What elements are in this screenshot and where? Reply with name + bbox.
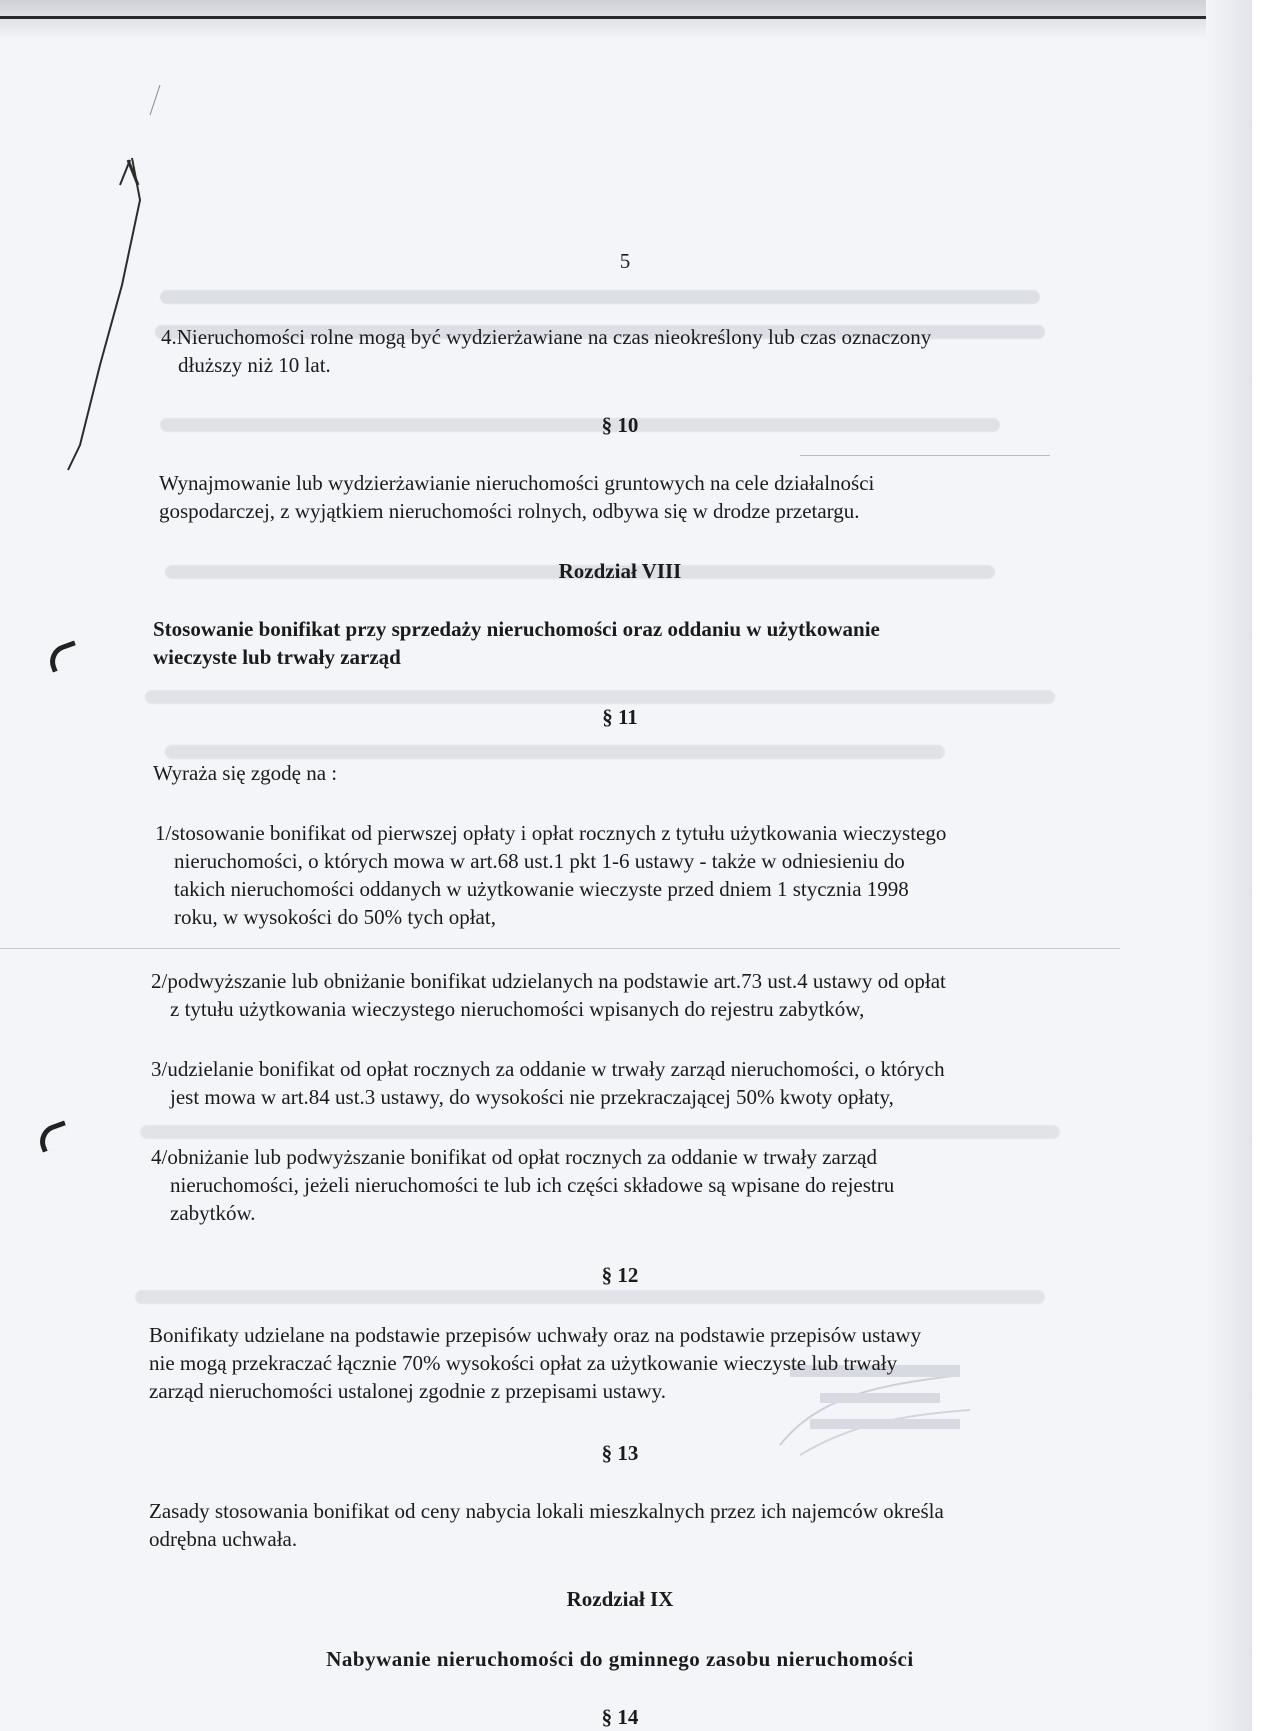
page-right-edge: [1206, 0, 1252, 1731]
section-11-heading: § 11: [602, 705, 638, 729]
chapter-9-title: Nabywanie nieruchomości do gminnego zasobu nieruchomości: [326, 1647, 914, 1671]
page-number: 5: [619, 249, 631, 273]
section-11-item1-line3: takich nieruchomości oddanych w użytkowanie wieczyste przed dniem 1 stycznia 1998: [174, 877, 909, 901]
section-10-line1: Wynajmowanie lub wydzierżawianie nieruchomości gruntowych na cele działalności: [159, 471, 875, 495]
bleed-through-line: [140, 1125, 1060, 1139]
section-11-item4-line3: zabytków.: [170, 1201, 256, 1225]
section-11-item4-line2: nieruchomości, jeżeli nieruchomości te lub ich części składowe są wpisane do rejestru: [170, 1173, 895, 1197]
bleed-through-line: [145, 690, 1055, 704]
section-12-line1: Bonifikaty udzielane na podstawie przepisów uchwały oraz na podstawie przepisów ustawy: [149, 1323, 922, 1347]
section-11-item3-line1: 3/udzielanie bonifikat od opłat rocznych za oddanie w trwały zarząd nieruchomości, o których: [151, 1057, 945, 1081]
bleed-through-line: [165, 745, 945, 759]
bleed-through-line: [160, 290, 1040, 304]
chapter-8-title-line1: Stosowanie bonifikat przy sprzedaży nieruchomości oraz oddaniu w użytkowanie: [153, 617, 880, 641]
section-13-heading: § 13: [601, 1441, 639, 1465]
section-11-item1-line1: 1/stosowanie bonifikat od pierwszej opłaty i opłat rocznych z tytułu użytkowania wieczystego: [155, 821, 947, 845]
section-11-item2-line2: z tytułu użytkowania wieczystego nieruchomości wpisanych do rejestru zabytków,: [170, 997, 865, 1021]
para4-line1: 4.Nieruchomości rolne mogą być wydzierżawiane na czas nieokreślony lub czas oznaczony: [161, 325, 932, 349]
bleed-separator: [800, 455, 1050, 456]
section-11-item4-line1: 4/obniżanie lub podwyższanie bonifikat od opłat rocznych za oddanie w trwały zarząd: [151, 1145, 877, 1169]
chapter-8-heading: Rozdział VIII: [558, 559, 682, 583]
section-13-line2: odrębna uchwała.: [149, 1527, 298, 1551]
section-12-line3: zarząd nieruchomości ustalonej zgodnie z przepisami ustawy.: [149, 1379, 667, 1403]
section-11-item2-line1: 2/podwyższanie lub obniżanie bonifikat udzielanych na podstawie art.73 ust.4 ustawy od opłat: [151, 969, 946, 993]
chapter-8-title-line2: wieczyste lub trwały zarząd: [153, 645, 401, 669]
bleed-through-line: [135, 1290, 1045, 1304]
section-11-item3-line2: jest mowa w art.84 ust.3 ustawy, do wysokości nie przekraczającej 50% kwoty opłaty,: [170, 1085, 894, 1109]
section-13-line1: Zasady stosowania bonifikat od ceny nabycia lokali mieszkalnych przez ich najemców określa: [149, 1499, 944, 1523]
section-11-intro: Wyraża się zgodę na :: [153, 761, 338, 785]
section-12-line2: nie mogą przekraczać łącznie 70% wysokości opłat za użytkowanie wieczyste lub trwały: [149, 1351, 898, 1375]
chapter-9-heading: Rozdział IX: [566, 1587, 674, 1611]
section-10-heading: § 10: [601, 413, 639, 437]
section-14-heading: § 14: [601, 1705, 639, 1729]
section-11-item1-line4: roku, w wysokości do 50% tych opłat,: [174, 905, 496, 929]
section-10-line2: gospodarczej, z wyjątkiem nieruchomości rolnych, odbywa się w drodze przetargu.: [159, 499, 860, 523]
section-11-item1-line2: nieruchomości, o których mowa w art.68 ust.1 pkt 1-6 ustawy - także w odniesieniu do: [174, 849, 905, 873]
para4-line2: dłuższy niż 10 lat.: [178, 353, 331, 377]
section-12-heading: § 12: [601, 1263, 639, 1287]
bleed-separator: [0, 948, 1120, 949]
